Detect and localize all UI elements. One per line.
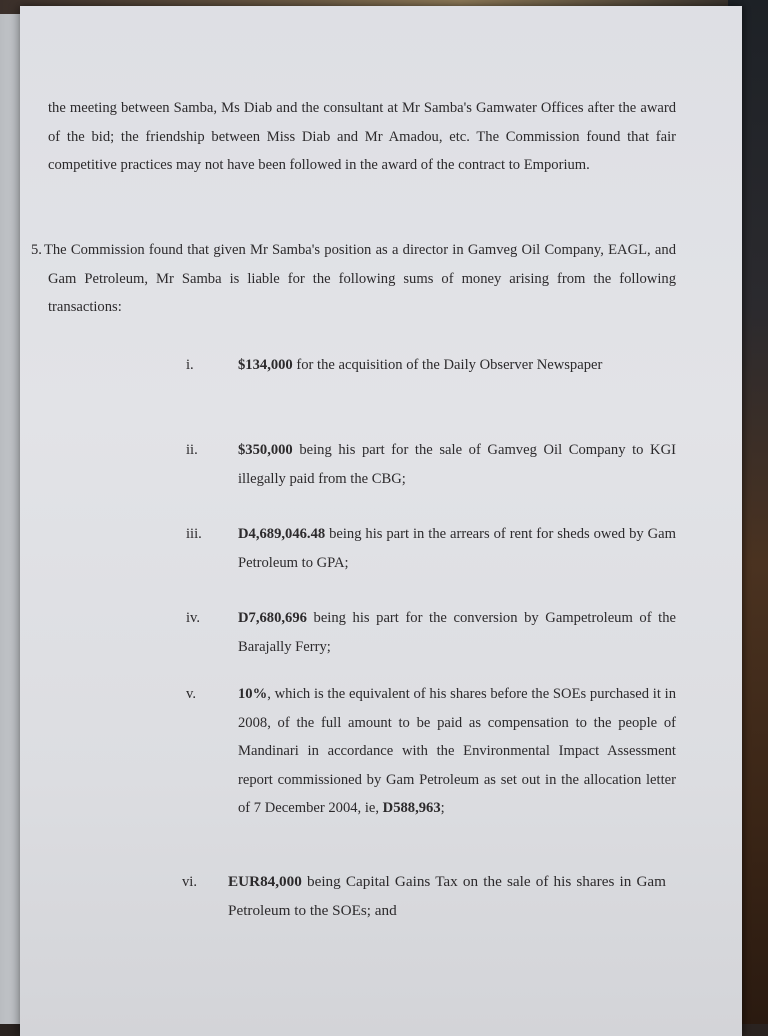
item-description: being his part in the arrears of rent for sheds owed by Gam Petroleum to GPA; (238, 526, 676, 571)
list-item-numeral: iii. (186, 526, 202, 542)
list-item-text (228, 868, 666, 925)
amount: D4,689,046.48 (238, 526, 326, 542)
list-item-numeral: ii. (186, 442, 198, 458)
list-item-numeral: iv. (186, 610, 201, 626)
item-description: being his part for the conversion by Gampetroleum of the Barajally Ferry; (238, 610, 676, 655)
list-item-numeral: i. (186, 357, 194, 373)
paragraph-5-text: The Commission found that given Mr Samba's position as a director in Gamveg Oil Company, EAGL, and Gam Petroleum, Mr Samba is liable for the following sums of money arising from the following transactions: (43, 242, 676, 315)
paragraph-number: 5. (31, 242, 42, 258)
amount: 10% (238, 686, 268, 702)
amount: D7,680,696 (238, 610, 307, 626)
list-item-text (238, 520, 676, 577)
paragraph-continued: the meeting between Samba, Ms Diab and the consultant at Mr Samba's Gamwater Offices after the award of the bid; the friendship between Miss Diab and Mr Amadou, etc. The Commission found that fair competitive practices may not have been followed in the award of the contract to Emporium. (48, 100, 676, 173)
item-description: being his part for the sale of Gamveg Oil Company to KGI illegally paid from the CBG; (238, 442, 676, 487)
item-description: , which is the equivalent of his shares before the SOEs purchased it in 2008, of the full amount to be paid as compensation to the people of Mandinari in accordance with the Environmental Impact Assessment report commissioned by Gam Petroleum as set out in the allocation letter of 7 December 2004, ie, (238, 686, 676, 816)
item-end: ; (440, 800, 445, 816)
list-item-text (238, 604, 676, 661)
list-item-text (238, 436, 676, 493)
list-item-text (238, 351, 676, 380)
amount: $134,000 (238, 357, 293, 373)
item-description: being Capital Gains Tax on the sale of his shares in Gam Petroleum to the SOEs; and (228, 873, 666, 919)
amount: EUR84,000 (228, 873, 302, 890)
list-item-numeral: vi. (182, 874, 197, 890)
list-item-numeral: v. (186, 686, 196, 702)
paragraph-5 (31, 236, 676, 322)
list-item-text (238, 680, 676, 823)
amount-end: D588,963 (382, 800, 441, 816)
document-page (20, 6, 742, 1036)
amount: $350,000 (238, 442, 293, 458)
item-description: for the acquisition of the Daily Observer Newspaper (292, 357, 603, 373)
